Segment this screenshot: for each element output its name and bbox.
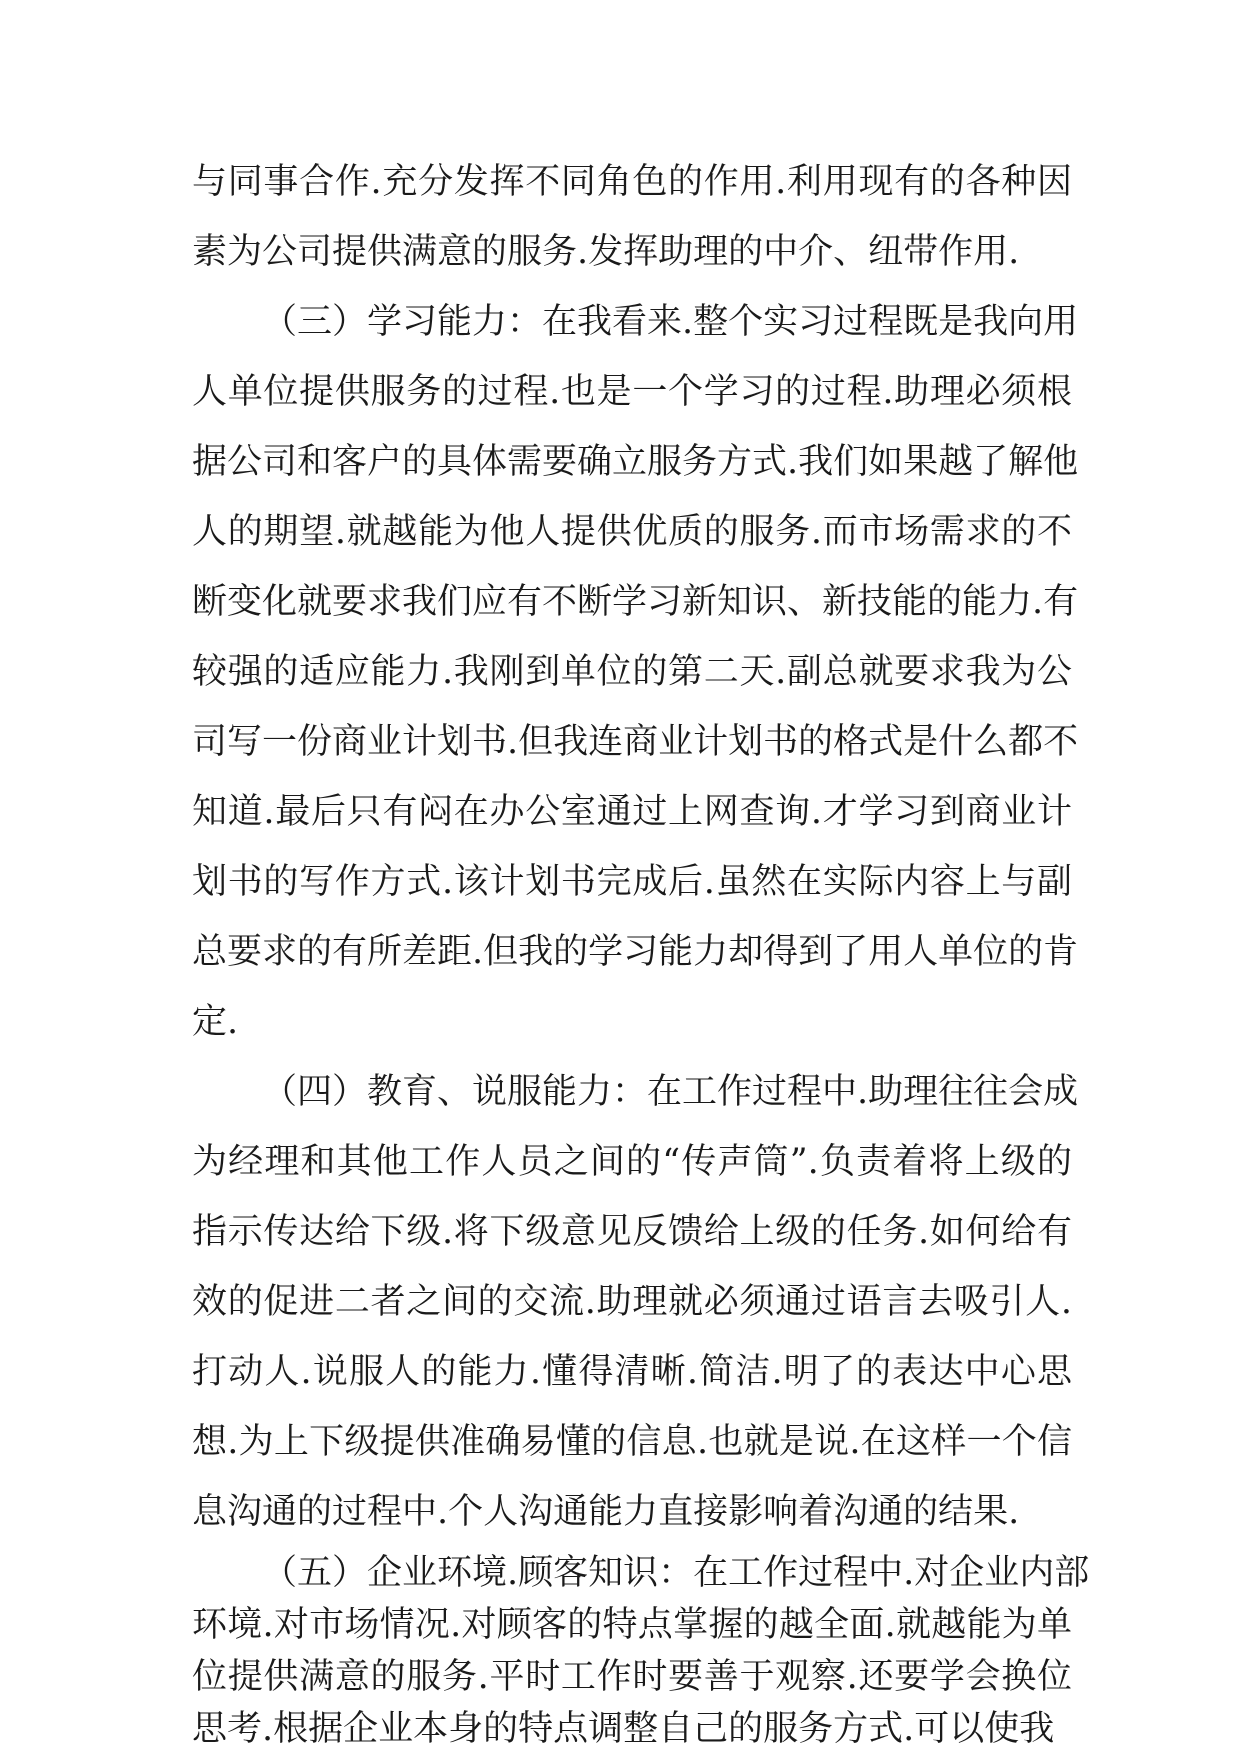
text-line: 划书的写作方式.该计划书完成后.虽然在实际内容上与副 [192, 862, 1072, 902]
text-line: 指示传达给下级.将下级意见反馈给上级的任务.如何给有 [192, 1212, 1072, 1252]
text-line: 人的期望.就越能为他人提供优质的服务.而市场需求的不 [192, 512, 1072, 552]
text-line: 打动人.说服人的能力.懂得清晰.简洁.明了的表达中心思 [192, 1352, 1072, 1392]
text-line: 总要求的有所差距.但我的学习能力却得到了用人单位的肯 [192, 932, 1079, 972]
text-line: 位提供满意的服务.平时工作时要善于观察.还要学会换位 [192, 1657, 1072, 1697]
text-line: 环境.对市场情况.对顾客的特点掌握的越全面.就越能为单 [192, 1605, 1072, 1645]
text-line: 定. [192, 1002, 239, 1042]
text-line: 与同事合作.充分发挥不同角色的作用.利用现有的各种因 [192, 162, 1072, 202]
text-line: 为经理和其他工作人员之间的“传声筒”.负责着将上级的 [192, 1142, 1072, 1182]
text-line: 思考.根据企业本身的特点调整自己的服务方式.可以使我 [192, 1709, 1055, 1749]
paragraph-heading-line: （四）教育、说服能力：在工作过程中.助理往往会成 [262, 1072, 1079, 1112]
text-line: 息沟通的过程中.个人沟通能力直接影响着沟通的结果. [192, 1492, 1020, 1532]
text-line: 素为公司提供满意的服务.发挥助理的中介、纽带作用. [192, 232, 1020, 272]
text-line: 司写一份商业计划书.但我连商业计划书的格式是什么都不 [192, 722, 1079, 762]
text-line: 断变化就要求我们应有不断学习新知识、新技能的能力.有 [192, 582, 1079, 622]
text-line: 效的促进二者之间的交流.助理就必须通过语言去吸引人. [192, 1282, 1072, 1322]
text-line: 想.为上下级提供准确易懂的信息.也就是说.在这样一个信 [192, 1422, 1072, 1462]
paragraph-heading-line: （三）学习能力：在我看来.整个实习过程既是我向用 [262, 302, 1079, 342]
text-line: 知道.最后只有闷在办公室通过上网查询.才学习到商业计 [192, 792, 1072, 832]
text-line: 较强的适应能力.我刚到单位的第二天.副总就要求我为公 [192, 652, 1072, 692]
text-line: 人单位提供服务的过程.也是一个学习的过程.助理必须根 [192, 372, 1072, 412]
text-line: 据公司和客户的具体需要确立服务方式.我们如果越了解他 [192, 442, 1079, 482]
paragraph-heading-line: （五）企业环境.顾客知识：在工作过程中.对企业内部 [262, 1553, 1090, 1593]
